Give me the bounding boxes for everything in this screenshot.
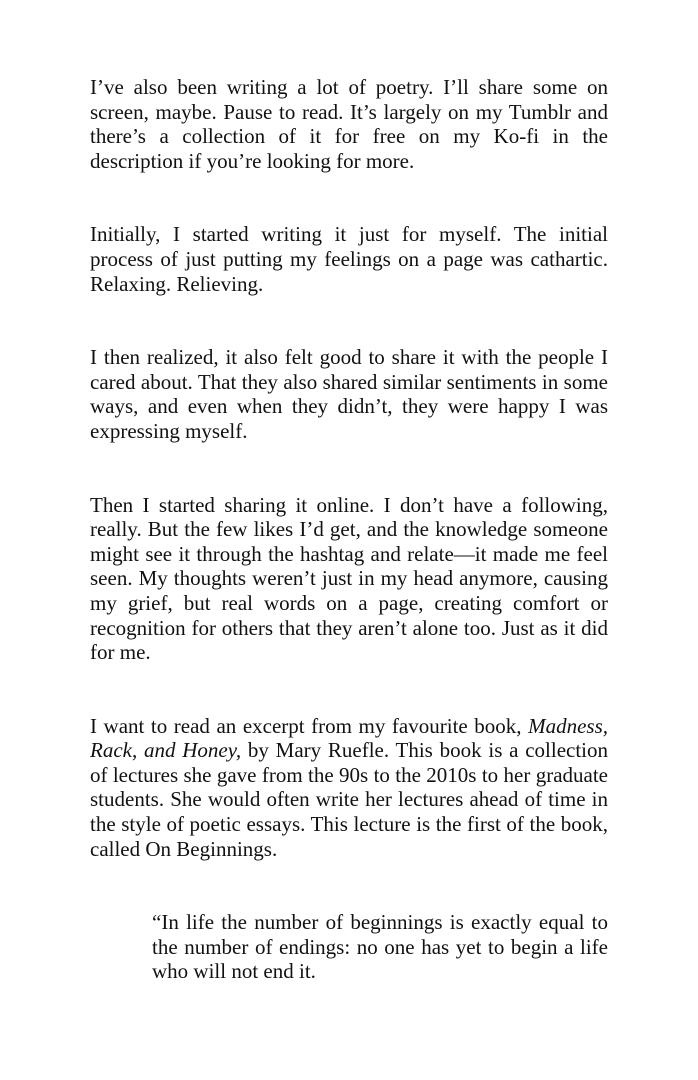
- paragraph-sharing-online: Then I started sharing it online. I don’t have a following, really. But the few likes I’d get, and the knowledge someone might see it through the hashtag and relate—it made me feel seen. My thoughts weren’t just in my head anymore, causing my grief, but real words on a page, creating comfort or recognition for others that they aren’t alone too. Just as it did for me.: [90, 492, 608, 665]
- paragraph-initially: Initially, I started writing it just for myself. The initial process of just putting my feelings on a page was cathartic. Relaxing. Relieving.: [90, 222, 608, 296]
- excerpt-intro-after: by Mary Ruefle. This book is a collection of lectures she gave from the 90s to the 2010s to her graduate students. She would often write her lectures ahead of time in the style of poetic essays. This lecture is the first of the book, called On Beginnings.: [90, 738, 608, 861]
- block-quote: “In life the number of beginnings is exactly equal to the number of endings: no one has yet to begin a life who will not end it.: [152, 910, 608, 984]
- paragraph-excerpt-intro: [90, 714, 608, 862]
- document-page: [90, 75, 608, 984]
- book-title: Madness, Rack, and Honey,: [90, 713, 608, 763]
- paragraph-poetry: I’ve also been writing a lot of poetry. I’ll share some on screen, maybe. Pause to read. It’s largely on my Tumblr and there’s a collection of it for free on my Ko-fi in the description if you’re looking for more.: [90, 75, 608, 173]
- paragraph-sharing-people: I then realized, it also felt good to share it with the people I cared about. That they also shared similar sentiments in some ways, and even when they didn’t, they were happy I was expressing myself.: [90, 345, 608, 443]
- excerpt-intro-before: I want to read an excerpt from my favourite book,: [90, 713, 529, 738]
